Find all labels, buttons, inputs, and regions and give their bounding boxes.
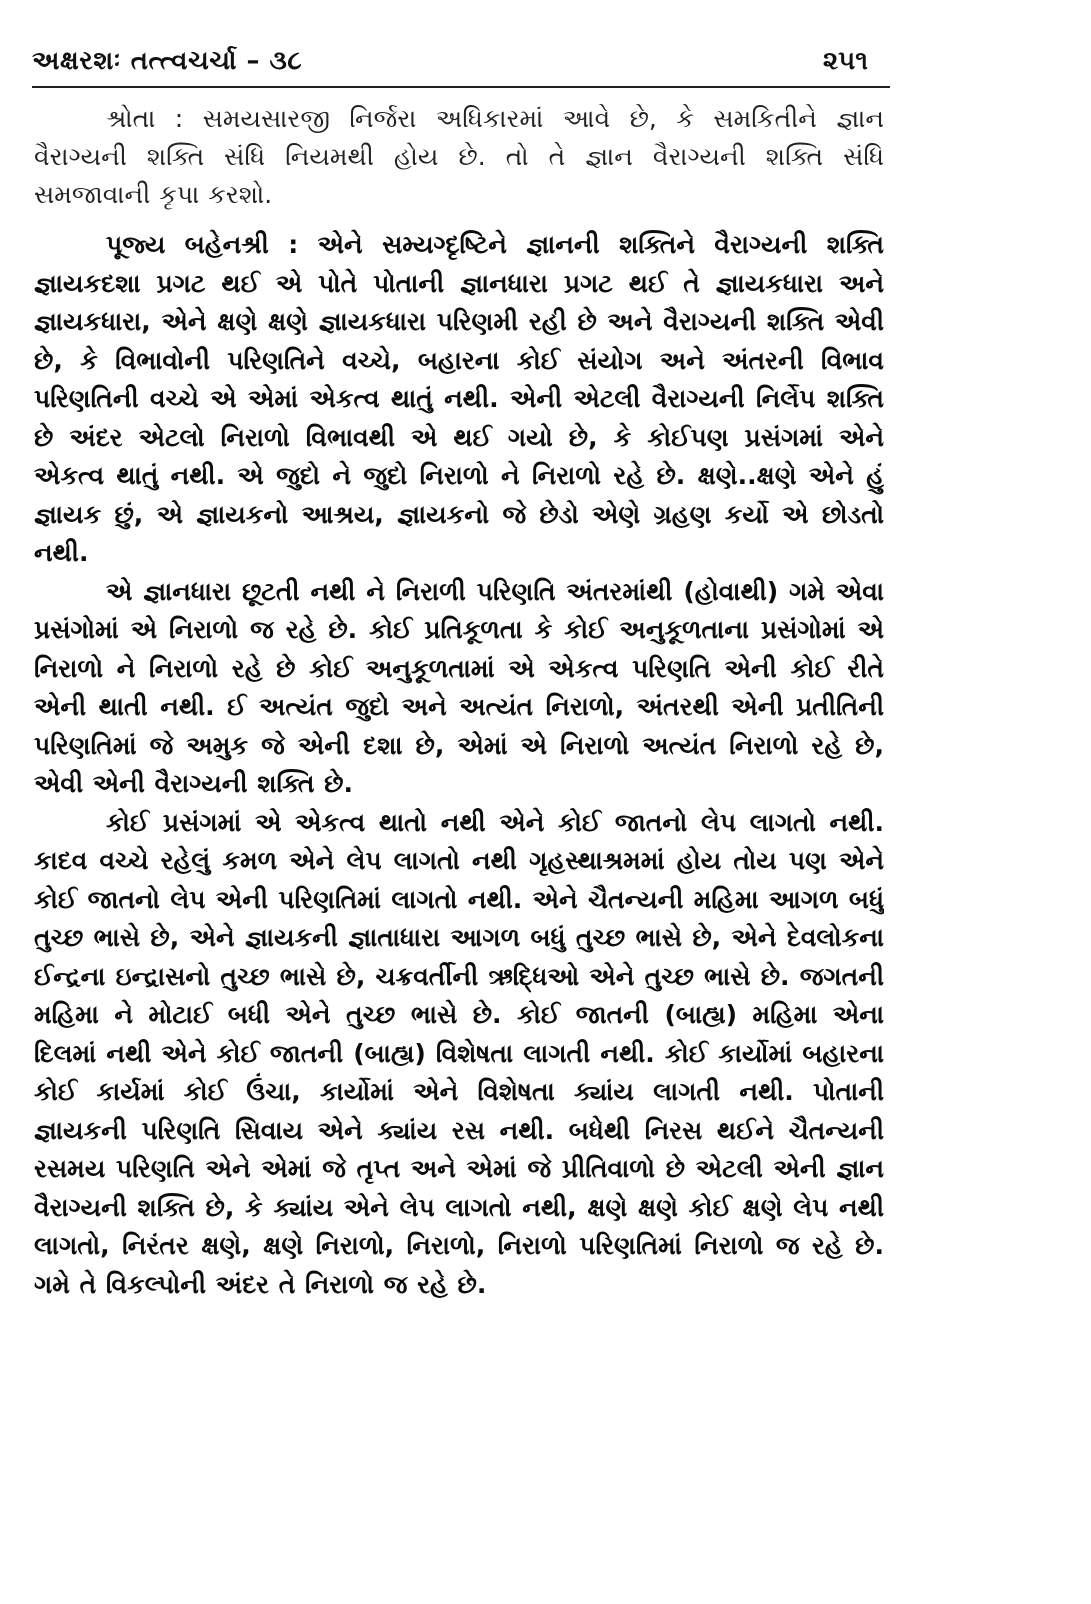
answer-text-2: એ જ્ઞાનધારા છૂટતી નથી ને નિરાળી પરિણતિ અંતરમાંથી (હોવાથી) ગમે એવા પ્રસંગોમાં એ નિરાળો જ રહે છે. કોઈ પ્રતિકૂળતા કે કોઈ અનુકૂળતાના પ્રસંગોમાં એ નિરાળો ને નિરાળો રહે છે કોઈ અનુકૂળતામાં એ એકત્વ પરિણતિ એની કોઈ રીતે એની થાતી નથી. ઈ અત્યંત જુદો અને અત્યંત નિરાળો, અંતરથી એની પ્રતીતિની પરિણતિમાં જે અમુક જે એની દશા છે, એમાં એ નિરાળો અત્યંત નિરાળો રહે છે, એવી એની વૈરાગ્યની શક્તિ છે.: [34, 576, 884, 798]
question-speaker: શ્રોતા :: [106, 104, 184, 133]
answer-paragraph-3: [34, 804, 884, 1305]
question-paragraph: [34, 100, 884, 214]
header-title: અક્ષરશઃ તત્ત્વચર્ચા – ૩૮: [32, 46, 303, 76]
answer-speaker: પૂજ્ય બહેનશ્રી :: [106, 230, 299, 259]
answer-text-3: કોઈ પ્રસંગમાં એ એકત્વ થાતો નથી એને કોઈ જાતનો લેપ લાગતો નથી. કાદવ વચ્ચે રહેલું કમળ એને લેપ લાગતો નથી ગૃહસ્થાશ્રમમાં હોય તોય પણ એને કોઈ જાતનો લેપ એની પરિણતિમાં લાગતો નથી. એને ચૈતન્યની મહિમા આગળ બધું તુચ્છ ભાસે છે, એને જ્ઞાયકની જ્ઞાતાધારા આગળ બધું તુચ્છ ભાસે છે, એને દેવલોકના ઈન્દ્રના ઇન્દ્રાસનો તુચ્છ ભાસે છે, ચક્રવર્તીની ઋદ્ધિઓ એને તુચ્છ ભાસે છે. જગતની મહિમા ને મોટાઈ બધી એને તુચ્છ ભાસે છે. કોઈ જાતની (બાહ્ય) મહિમા એના દિલમાં નથી એને કોઈ જાતની (બાહ્ય) વિશેષતા લાગતી નથી. કોઈ કાર્યોમાં બહારના કોઈ કાર્યમાં કોઈ ઉંચા, કાર્યોમાં એને વિશેષતા ક્યાંય લાગતી નથી. પોતાની જ્ઞાયકની પરિણતિ સિવાય એને ક્યાંય રસ નથી. બધેથી નિરસ થઈને ચૈતન્યની રસમય પરિણતિ એને એમાં જે તૃપ્ત અને એમાં જે પ્રીતિવાળો છે એટલી એની જ્ઞાન વૈરાગ્યની શક્તિ છે, કે ક્યાંય એને લેપ લાગતો નથી, ક્ષણે ક્ષણે કોઈ ક્ષણે લેપ નથી લાગતો, નિરંતર ક્ષણે, ક્ષણે નિરાળો, નિરાળો, નિરાળો પરિણતિમાં નિરાળો જ રહે છે. ગમે તે વિકલ્પોની અંદર તે નિરાળો જ રહે છે.: [34, 807, 884, 1299]
answer-paragraph-1: [34, 226, 884, 573]
page-body: [34, 100, 884, 1360]
header-rule: [32, 86, 890, 88]
answer-text-1: એને સમ્યગ્દૃષ્ટિને જ્ઞાનની શક્તિને વૈરાગ્યની શક્તિ જ્ઞાયકદશા પ્રગટ થઈ એ પોતે પોતાની જ્ઞાનધારા પ્રગટ થઈ તે જ્ઞાયકધારા અને જ્ઞાયકધારા, એને ક્ષણે ક્ષણે જ્ઞાયકધારા પરિણમી રહી છે અને વૈરાગ્યની શક્તિ એવી છે, કે વિભાવોની પરિણતિને વચ્ચે, બહારના કોઈ સંયોગ અને અંતરની વિભાવ પરિણતિની વચ્ચે એ એમાં એકત્વ થાતું નથી. એની એટલી વૈરાગ્યની નિર્લેપ શક્તિ છે અંદર એટલો નિરાળો વિભાવથી એ થઈ ગયો છે, કે કોઈપણ પ્રસંગમાં એને એકત્વ થાતું નથી. એ જુદો ને જુદો નિરાળો ને નિરાળો રહે છે. ક્ષણે..ક્ષણે એને હું જ્ઞાયક છું, એ જ્ઞાયકનો આશ્રય, જ્ઞાયકનો જે છેડો એણે ગ્રહણ કર્યો એ છોડતો નથી.: [34, 230, 884, 567]
page-number: ૨૫૧: [822, 46, 868, 76]
question-text: સમયસારજી નિર્જરા અધિકારમાં આવે છે, કે સમકિતીને જ્ઞાન વૈરાગ્યની શક્તિ સંધિ નિયમથી હોય છે. તો તે જ્ઞાન વૈરાગ્યની શક્તિ સંધિ સમજાવાની કૃપા કરશો.: [34, 104, 884, 209]
answer-paragraph-2: [34, 573, 884, 804]
running-header: [32, 44, 890, 86]
